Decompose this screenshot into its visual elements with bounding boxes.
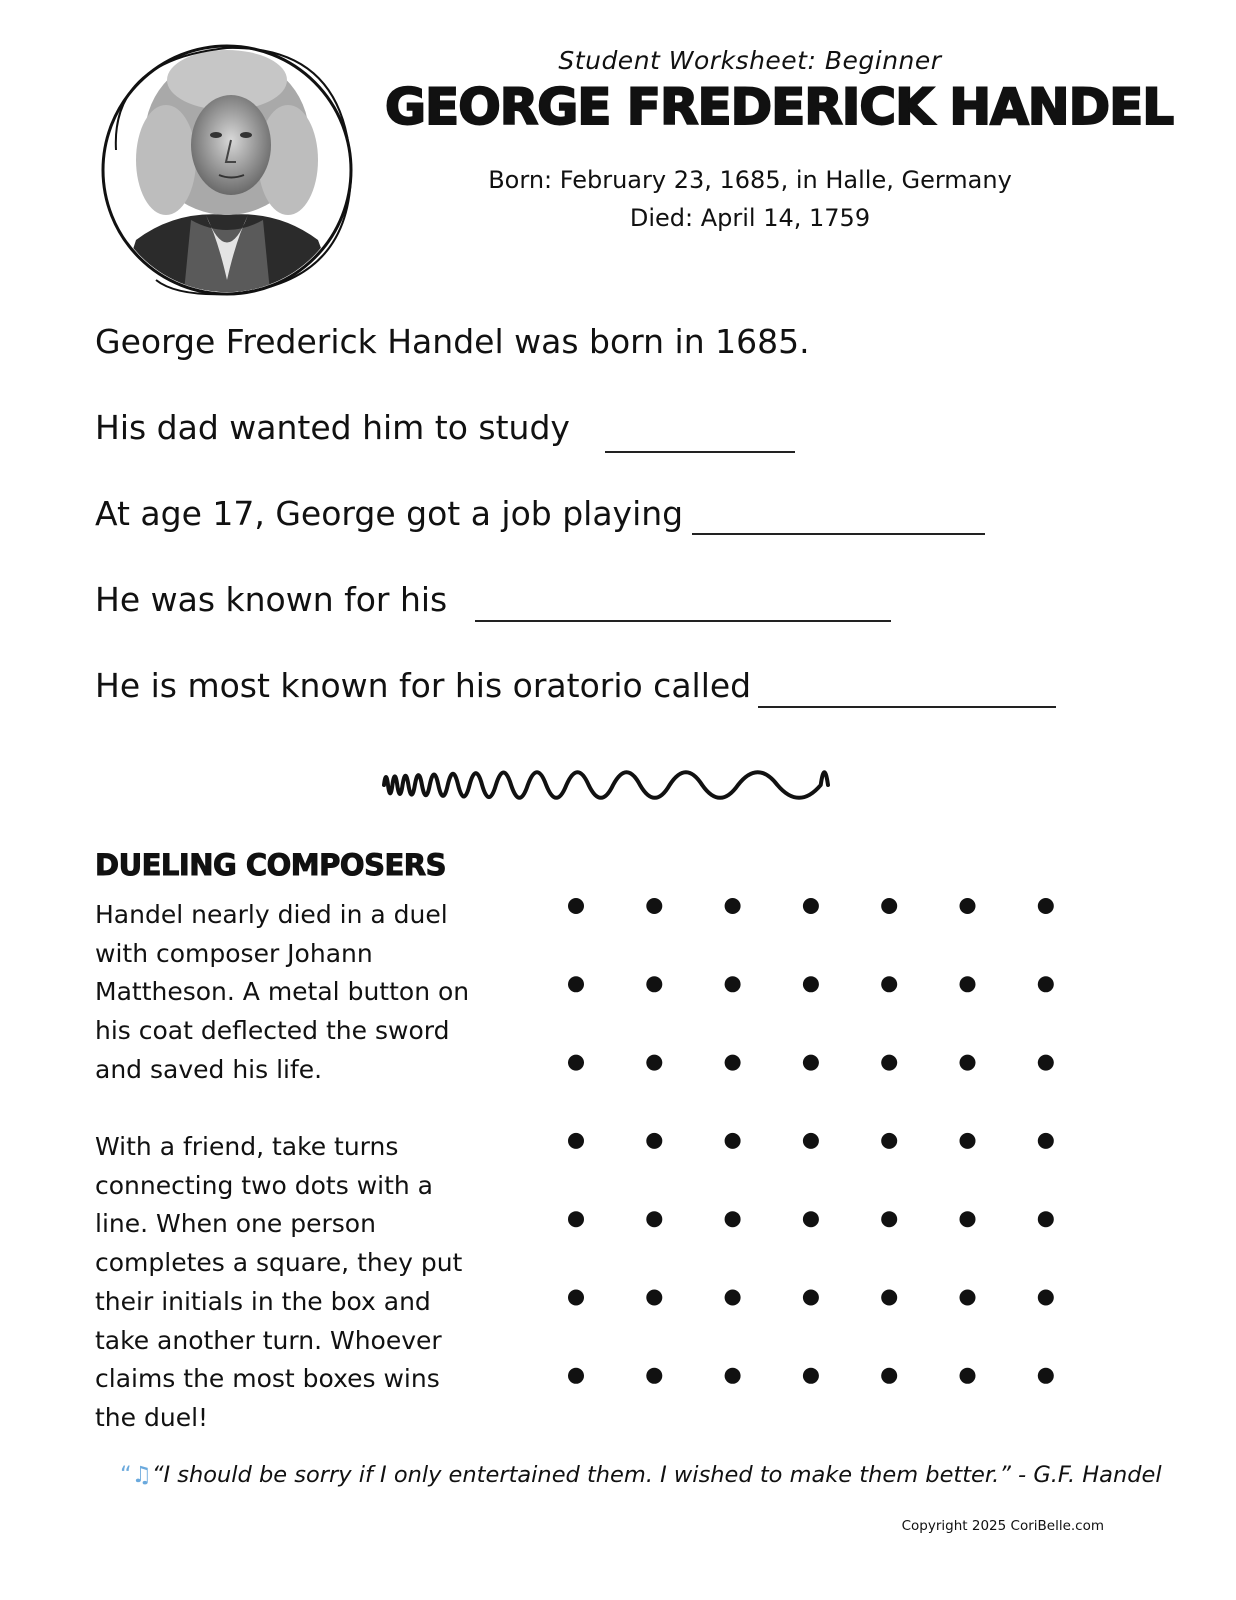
grid-dot[interactable] (960, 1211, 976, 1227)
grid-dot[interactable] (725, 1055, 741, 1071)
grid-dot[interactable] (881, 976, 897, 992)
grid-dot[interactable] (803, 1055, 819, 1071)
grid-dot[interactable] (1038, 1368, 1054, 1384)
page-title: GEORGE FREDERICK HANDEL (385, 78, 1174, 136)
grid-dot[interactable] (725, 1211, 741, 1227)
grid-dot[interactable] (646, 1368, 662, 1384)
grid-dot[interactable] (1038, 898, 1054, 914)
grid-dot[interactable] (960, 1133, 976, 1149)
grid-dot[interactable] (646, 1290, 662, 1306)
answer-blank-known-for[interactable] (475, 620, 891, 622)
question-job-label: At age 17, George got a job playing (95, 494, 684, 533)
grid-dot[interactable] (881, 898, 897, 914)
grid-dot[interactable] (881, 1211, 897, 1227)
grid-dot[interactable] (568, 1211, 584, 1227)
grid-dot[interactable] (568, 1368, 584, 1384)
birth-info: Born: February 23, 1685, in Halle, Germany (488, 166, 1012, 194)
answer-blank-oratorio[interactable] (758, 706, 1056, 708)
grid-dot[interactable] (725, 976, 741, 992)
grid-dot[interactable] (1038, 1055, 1054, 1071)
grid-dot[interactable] (646, 898, 662, 914)
grid-dot[interactable] (646, 976, 662, 992)
squiggle-divider (380, 760, 835, 810)
answer-blank-job[interactable] (692, 533, 985, 535)
game-instructions: With a friend, take turns connecting two dots with a line. When one person completes a square, they put their initials in the box and take another turn. Whoever claims the most boxes wins the duel! (95, 1132, 463, 1432)
grid-dot[interactable] (646, 1211, 662, 1227)
grid-dot[interactable] (881, 1290, 897, 1306)
grid-dot[interactable] (803, 976, 819, 992)
death-info: Died: April 14, 1759 (629, 204, 871, 232)
question-known-for-label: He was known for his (95, 580, 448, 619)
grid-dot[interactable] (803, 1211, 819, 1227)
grid-dot[interactable] (960, 1368, 976, 1384)
handel-quote (120, 1462, 1162, 1488)
grid-dot[interactable] (725, 1290, 741, 1306)
grid-dot[interactable] (960, 1290, 976, 1306)
grid-dot[interactable] (725, 1368, 741, 1384)
grid-dot[interactable] (646, 1133, 662, 1149)
grid-dot[interactable] (881, 1055, 897, 1071)
grid-dot[interactable] (568, 1290, 584, 1306)
grid-dot[interactable] (646, 1055, 662, 1071)
grid-dot[interactable] (803, 1133, 819, 1149)
grid-dot[interactable] (881, 1133, 897, 1149)
grid-dot[interactable] (1038, 1211, 1054, 1227)
grid-dot[interactable] (960, 976, 976, 992)
question-oratorio-label: He is most known for his oratorio called (95, 666, 752, 705)
grid-dot[interactable] (1038, 1133, 1054, 1149)
answer-blank-study[interactable] (605, 451, 795, 453)
dot-grid[interactable] (540, 870, 1080, 1410)
grid-dot[interactable] (881, 1368, 897, 1384)
handel-portrait (96, 40, 358, 302)
fact-born: George Frederick Handel was born in 1685. (95, 322, 810, 361)
grid-dot[interactable] (725, 898, 741, 914)
grid-dot[interactable] (960, 898, 976, 914)
grid-dot[interactable] (1038, 976, 1054, 992)
music-notes-icon: “♫ (120, 1462, 152, 1488)
section-heading-dueling: DUELING COMPOSERS (95, 848, 446, 882)
quote-text: “I should be sorry if I only entertained them. I wished to make them better.” - G.F. Handel (151, 1462, 1162, 1488)
grid-dot[interactable] (1038, 1290, 1054, 1306)
grid-dot[interactable] (568, 1055, 584, 1071)
grid-dot[interactable] (568, 898, 584, 914)
grid-dot[interactable] (960, 1055, 976, 1071)
worksheet-level: Student Worksheet: Beginner (558, 46, 942, 75)
grid-dot[interactable] (803, 1368, 819, 1384)
copyright: Copyright 2025 CoriBelle.com (901, 1518, 1104, 1534)
duel-story: Handel nearly died in a duel with composer Johann Mattheson. A metal button on his coat deflected the sword and saved his life. (95, 900, 470, 1084)
grid-dot[interactable] (725, 1133, 741, 1149)
grid-dot[interactable] (568, 1133, 584, 1149)
grid-dot[interactable] (803, 898, 819, 914)
grid-dot[interactable] (568, 976, 584, 992)
grid-dot[interactable] (803, 1290, 819, 1306)
question-study-label: His dad wanted him to study (95, 408, 570, 447)
